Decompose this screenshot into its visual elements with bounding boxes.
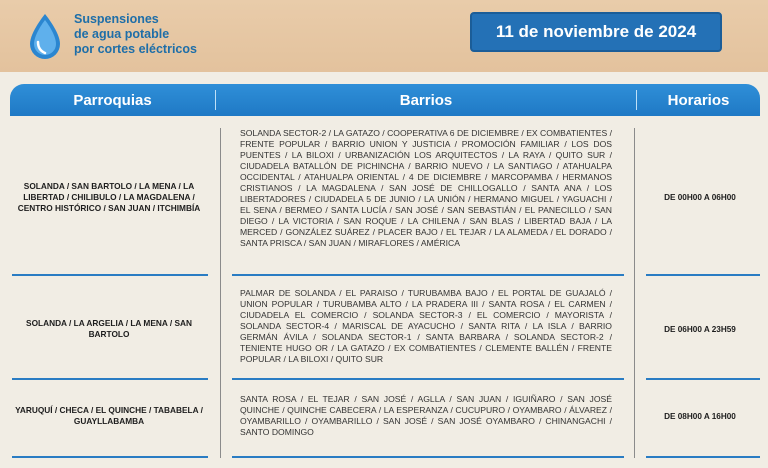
row-divider: [646, 456, 760, 458]
column-divider: [634, 128, 635, 458]
column-divider: [220, 128, 221, 458]
column-header-parroquias: Parroquias: [73, 91, 152, 109]
cell-horarios: DE 08H00 A 16H00: [664, 411, 736, 421]
title-line-1: Suspensiones: [74, 12, 159, 26]
title-line-2: de agua potable: [74, 27, 170, 41]
row-divider: [646, 378, 760, 380]
column-header-barrios: Barrios: [399, 91, 453, 109]
cell-parroquias: YARUQUÍ / CHECA / EL QUINCHE / TABABELA / GUAYLLABAMBA: [15, 405, 203, 426]
cell-barrios: PALMAR DE SOLANDA / EL PARAISO / TURUBAMBA BAJO / EL PORTAL DE GUAJALÓ / UNION POPULAR / TURUBAMBA ALTO / LA PRADERA III / SANTA ROSA / EL CARMEN / CIUDADELA EL COMERCIO / SOLANDA SECTOR-3 / EL COMERCIO / MAYORISTA / SOLANDA SECTOR-4 / MARISCAL DE AYACUCHO / SANTA RITA / LA ISLA / BARRIO GERMÁN ÁVILA / SOLANDA SECTOR-1 / SANTA BARBARA / SOLANDA SECTOR-2 / TENIENTE HUGO OR / LA GATAZO / EX COMBATIENTES / CLEMENTE BALLÉN / FRENTE POPULAR / LA BILOXI / QUITO SUR: [240, 288, 612, 364]
date-badge: 11 de noviembre de 2024: [470, 12, 722, 52]
cell-barrios: SANTA ROSA / EL TEJAR / SAN JOSÉ / AGLLA / SAN JUAN / IGUIÑARO / SAN JOSÉ QUINCHE / QUINCHE CABECERA / LA ESPERANZA / CUCUPURO / OYAMBARO / ÁLVAREZ / OYAMBARILLO / OYAMBARILLO / SAN JOSÉ / SAN JOSÉ OYAMBARO / CHINANGACHI / SANTO DOMINGO: [240, 394, 612, 437]
header-band: [0, 0, 768, 72]
cell-parroquias: SOLANDA / LA ARGELIA / LA MENA / SAN BARTOLO: [26, 318, 192, 339]
table-header: [10, 84, 760, 116]
table-row: [0, 122, 768, 272]
row-divider: [232, 274, 624, 276]
water-drop-icon: [26, 12, 64, 62]
row-divider: [12, 456, 208, 458]
table-row: [0, 386, 768, 460]
row-divider: [12, 378, 208, 380]
title-line-3: por cortes eléctricos: [74, 42, 197, 56]
cell-horarios: DE 06H00 A 23H59: [664, 324, 736, 334]
row-divider: [232, 456, 624, 458]
page-title: [74, 12, 274, 57]
row-divider: [12, 274, 208, 276]
table-row: [0, 280, 768, 378]
cell-parroquias: SOLANDA / SAN BARTOLO / LA MENA / LA LIBERTAD / CHILIBULO / LA MAGDALENA / CENTRO HISTÓRICO / SAN JUAN / ITCHIMBÍA: [17, 180, 201, 213]
column-header-horarios: Horarios: [667, 91, 730, 109]
row-divider: [232, 378, 624, 380]
row-divider: [646, 274, 760, 276]
schedule-table: [0, 72, 768, 468]
cell-barrios: SOLANDA SECTOR-2 / LA GATAZO / COOPERATIVA 6 DE DICIEMBRE / EX COMBATIENTES / FRENTE POPULAR / BARRIO UNION Y JUSTICIA / PROMOCIÓN FAMILIAR / LOS DOS PUENTES / LA BILOXI / URBANIZACIÓN LOS ARQUITECTOS / LA RAYA / QUITO SUR / CIUDADELA BATALLÓN DE PICHINCHA / BARRIO NUEVO / LA SANTIAGO / ATAHUALPA OCCIDENTAL / ATAHUALPA ORIENTAL / 4 DE DICIEMBRE / MARCOPAMBA / HERMANOS CRISTIANOS / LA MAGDALENA / SAN JOSÉ DE CHILLOGALLO / SANTA ANA / LOS LIBERTADORES / CIUDADELA 5 DE JUNIO / LA UNIÓN / HERMANO MIGUEL / YAGUACHI / EL SENA / BERMEO / SANTA LUCÍA / SAN JOSÉ / SAN SEBASTIÁN / EL PANECILLO / SAN DIEGO / LA VICTORIA / SAN ROQUE / LA CHILENA / SAN BLAS / LIBERTAD BAJA / LA MERCED / GONZÁLEZ SUÁREZ / PLACER BAJO / EL TEJAR / LA ALAMEDA / EL DORADO / SANTA PRISCA / SAN JUAN / MIRAFLORES / AMÉRICA: [240, 128, 612, 248]
cell-horarios: DE 00H00 A 06H00: [664, 192, 736, 202]
